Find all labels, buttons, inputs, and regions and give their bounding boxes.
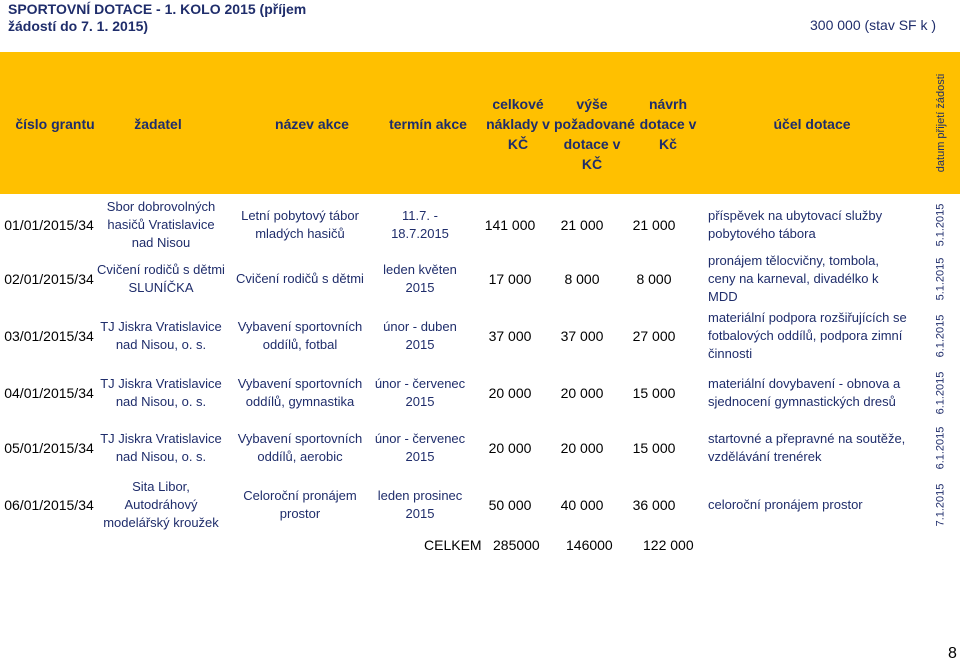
cell-ucel: celoroční pronájem prostor <box>708 497 863 512</box>
cell-nazev: Celoroční pronájem prostor <box>243 488 357 521</box>
cell-zadatel: TJ Jiskra Vratislavice nad Nisou, o. s. <box>100 431 222 464</box>
cell-ucel: příspěvek na ubytovací služby pobytového tábora <box>708 208 883 241</box>
cell-grant: 04/01/2015/34 <box>4 385 94 401</box>
cell-navrh: 15 000 <box>632 440 676 456</box>
table-row <box>0 366 960 420</box>
table-row <box>0 252 960 306</box>
cell-celkove: 50 000 <box>488 497 532 513</box>
table-row <box>0 306 960 366</box>
cell-termin: únor - červenec 2015 <box>374 376 466 409</box>
cell-navrh: 8 000 <box>636 271 672 287</box>
cell-ucel: materiální podpora rozšiřujících se fotbalových oddílů, podpora zimní činnosti <box>708 310 907 361</box>
cell-vyse: 8 000 <box>564 271 600 287</box>
totals-label: CELKEM <box>424 537 482 553</box>
cell-termin: leden květen 2015 <box>383 262 457 295</box>
cell-navrh: 36 000 <box>632 497 676 513</box>
col-header-grant: číslo grantu <box>15 116 95 132</box>
cell-zadatel: TJ Jiskra Vratislavice nad Nisou, o. s. <box>100 376 222 409</box>
cell-datum: 5.1.2015 <box>934 203 947 247</box>
cell-datum: 5.1.2015 <box>934 257 947 301</box>
cell-zadatel: TJ Jiskra Vratislavice nad Nisou, o. s. <box>100 319 222 352</box>
cell-datum: 7.1.2015 <box>934 483 947 527</box>
col-header-celkove: celkové náklady v KČ <box>486 96 550 152</box>
cell-celkove: 37 000 <box>488 328 532 344</box>
cell-celkove: 20 000 <box>488 385 532 401</box>
cell-datum: 6.1.2015 <box>934 371 947 415</box>
col-header-datum: datum přijetí žádosti <box>935 73 947 173</box>
cell-termin: leden prosinec 2015 <box>377 488 463 521</box>
cell-navrh: 21 000 <box>632 217 676 233</box>
cell-termin: 11.7. - 18.7.2015 <box>391 208 449 241</box>
cell-grant: 01/01/2015/34 <box>4 217 94 233</box>
cell-zadatel: Cvičení rodičů s dětmi SLUNÍČKA <box>97 262 225 295</box>
col-header-navrh: návrh dotace v Kč <box>639 96 697 152</box>
col-header-nazev: název akce <box>275 116 349 132</box>
cell-navrh: 15 000 <box>632 385 676 401</box>
cell-celkove: 141 000 <box>484 217 536 233</box>
cell-navrh: 27 000 <box>632 328 676 344</box>
cell-datum: 6.1.2015 <box>934 314 947 358</box>
col-header-zadatel: žadatel <box>134 116 182 132</box>
cell-grant: 02/01/2015/34 <box>4 271 94 287</box>
cell-datum: 6.1.2015 <box>934 426 947 470</box>
table-row <box>0 420 960 476</box>
cell-grant: 05/01/2015/34 <box>4 440 94 456</box>
cell-vyse: 20 000 <box>560 440 604 456</box>
cell-termin: únor - duben 2015 <box>383 319 457 352</box>
table-row <box>0 476 960 534</box>
cell-nazev: Cvičení rodičů s dětmi <box>236 271 364 286</box>
cell-termin: únor - červenec 2015 <box>374 431 466 464</box>
cell-celkove: 20 000 <box>488 440 532 456</box>
cell-grant: 03/01/2015/34 <box>4 328 94 344</box>
totals-vyse: 146000 <box>566 537 613 553</box>
cell-vyse: 40 000 <box>560 497 604 513</box>
cell-nazev: Vybavení sportovních oddílů, gymnastika <box>237 376 363 409</box>
totals-celkove: 285000 <box>493 537 540 553</box>
page-number: 8 <box>948 645 957 662</box>
col-header-ucel: účel dotace <box>773 116 851 132</box>
cell-ucel: pronájem tělocvičny, tombola, ceny na karneval, divadélko k MDD <box>708 253 880 304</box>
document-title: SPORTOVNÍ DOTACE - 1. KOLO 2015 (příjem žádostí do 7. 1. 2015) <box>8 1 307 34</box>
cell-celkove: 17 000 <box>488 271 532 287</box>
cell-zadatel: Sbor dobrovolných hasičů Vratislavice nad Nisou <box>106 199 216 250</box>
table-row <box>0 198 960 252</box>
cell-nazev: Vybavení sportovních oddílů, aerobic <box>237 431 363 464</box>
cell-vyse: 21 000 <box>560 217 604 233</box>
cell-nazev: Vybavení sportovních oddílů, fotbal <box>237 319 363 352</box>
cell-grant: 06/01/2015/34 <box>4 497 94 513</box>
col-header-termin: termín akce <box>389 116 467 132</box>
cell-vyse: 37 000 <box>560 328 604 344</box>
col-header-vyse: výše požadované dotace v KČ <box>554 96 635 172</box>
cell-zadatel: Sita Libor, Autodráhový modelářský kroužek <box>103 479 219 530</box>
cell-nazev: Letní pobytový tábor mladých hasičů <box>241 208 359 241</box>
budget-status: 300 000 (stav SF k ) <box>810 17 937 33</box>
cell-ucel: startovné a přepravné na soutěže, vzdělávání trenérek <box>708 431 906 464</box>
totals-navrh: 122 000 <box>643 537 694 553</box>
cell-vyse: 20 000 <box>560 385 604 401</box>
cell-ucel: materiální dovybavení - obnova a sjednocení gymnastických dresů <box>708 376 901 409</box>
